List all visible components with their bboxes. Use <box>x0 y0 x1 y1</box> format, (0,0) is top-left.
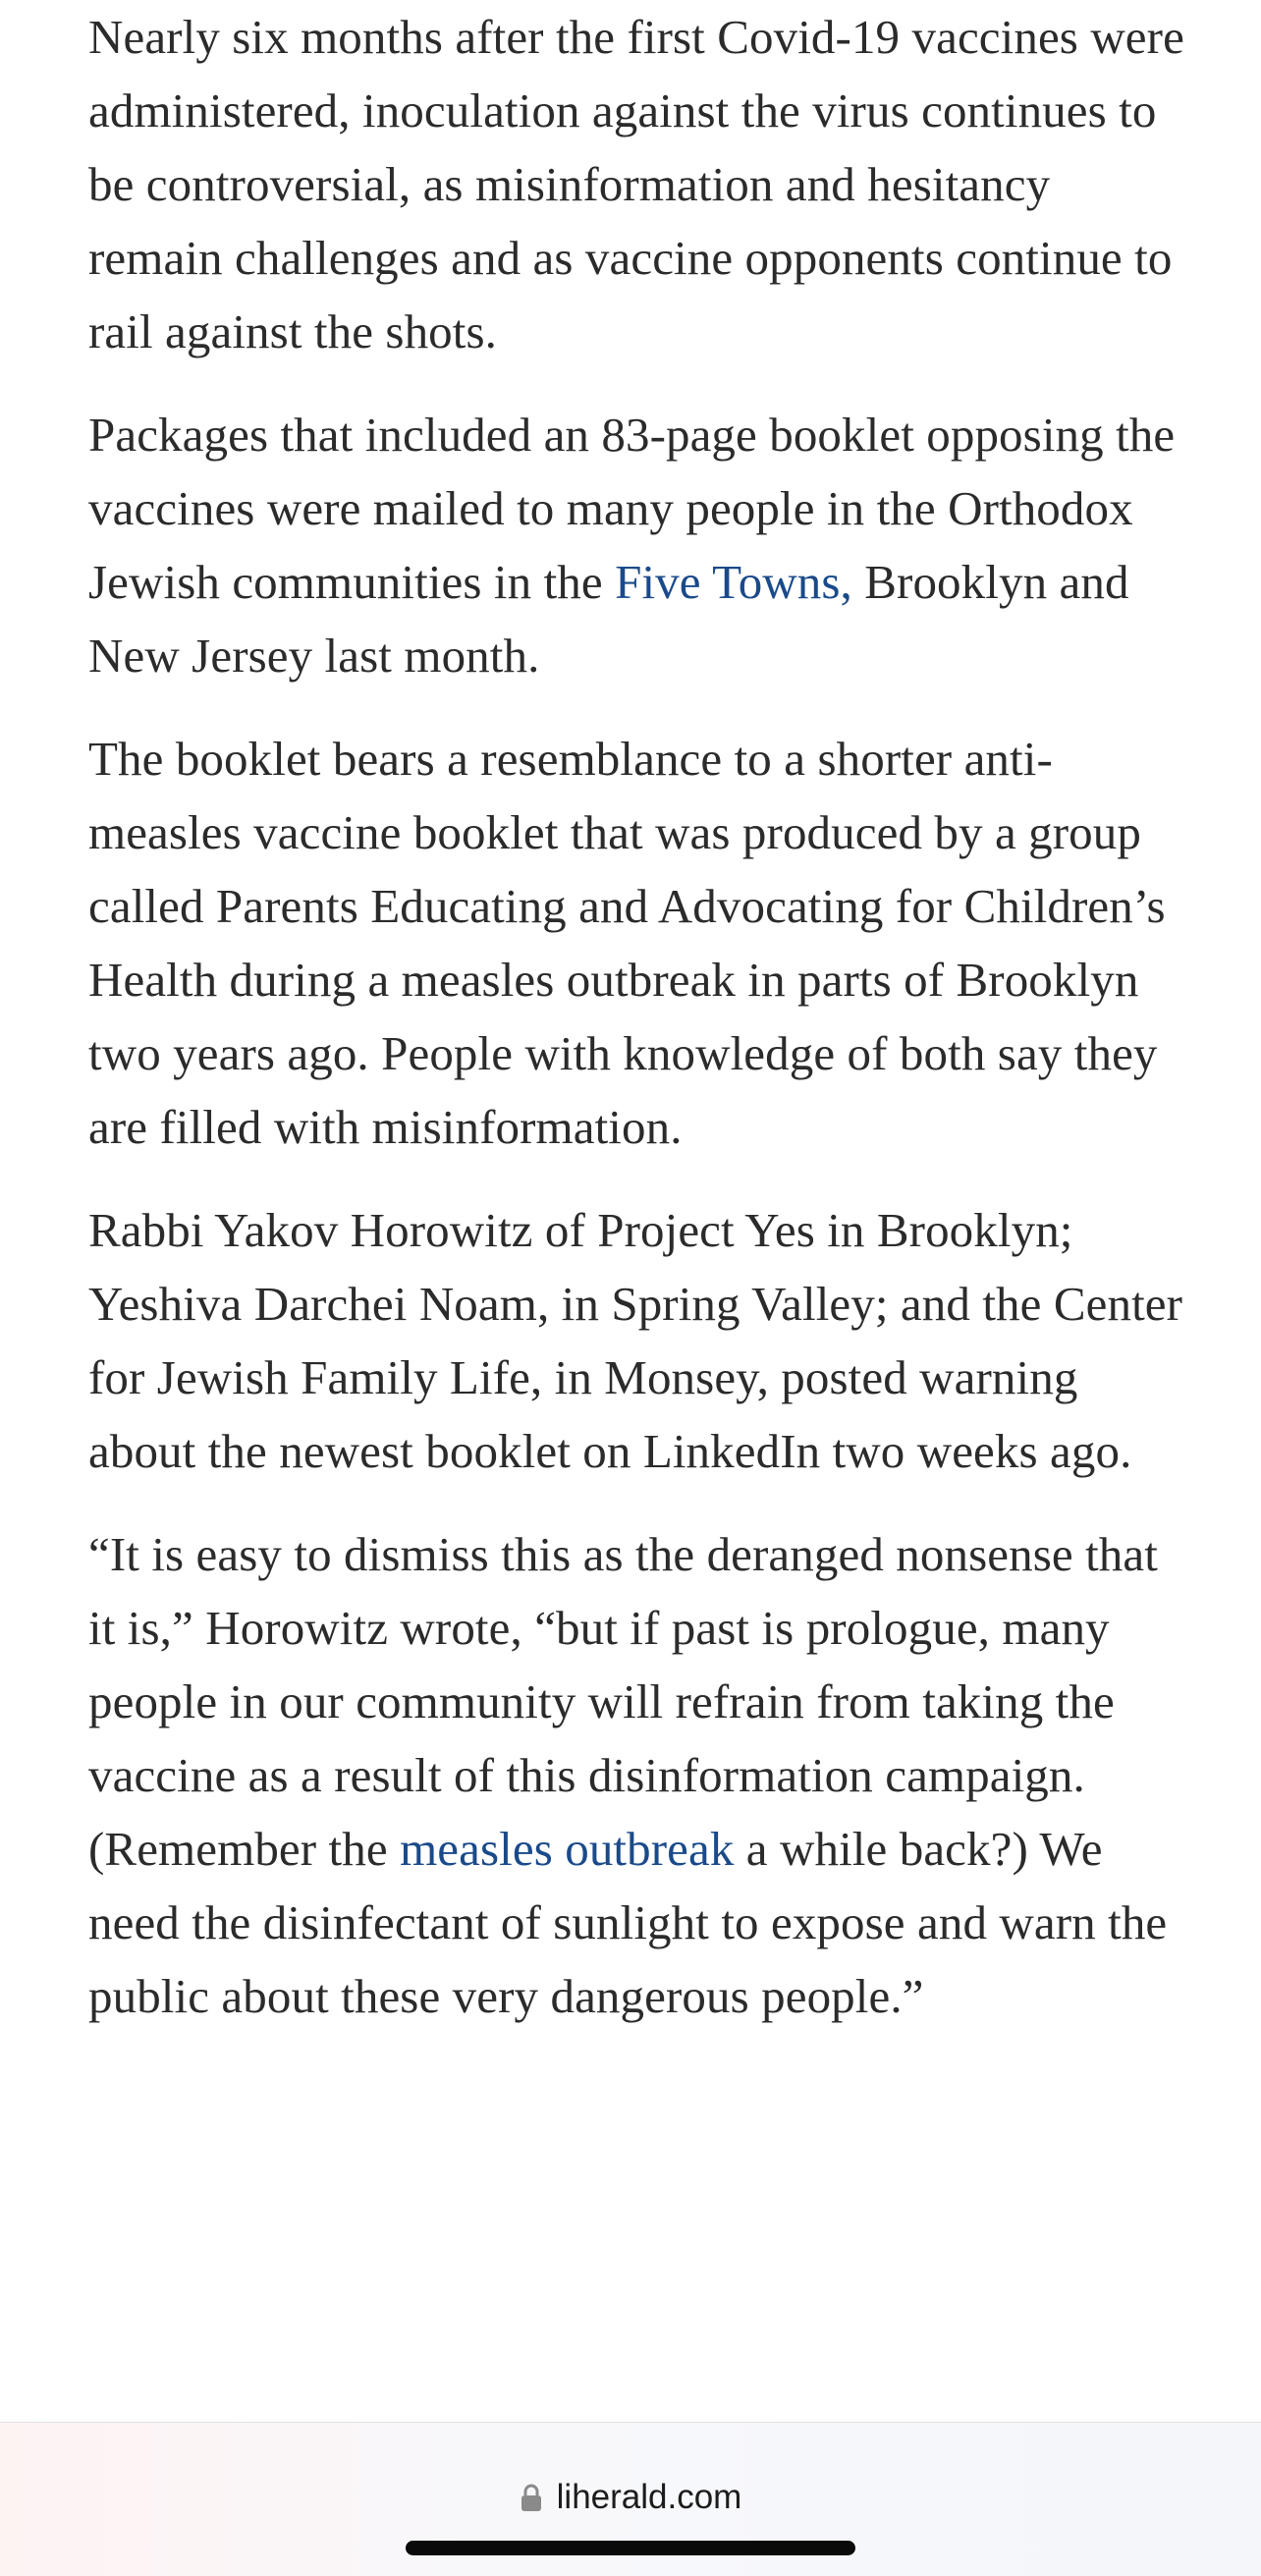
lock-icon <box>520 2483 543 2512</box>
article-body <box>88 0 1188 2062</box>
five-towns-link[interactable]: Five Towns, <box>615 555 852 609</box>
measles-outbreak-link[interactable]: measles outbreak <box>400 1822 735 1876</box>
paragraph-2-text-start: Packages that included an 83-page booklet opposing the vaccines were mailed to many people in the Orthodox Jewish communities in the <box>88 408 1176 609</box>
paragraph-5-text-start: “It is easy to dismiss this as the deranged nonsense that it is,” Horowitz wrote, “but if past is prologue, many people in our community will refrain from taking the vaccine as a result of this disinformation campaign. (Remember the <box>88 1527 1158 1876</box>
paragraph-5-quote <box>88 1517 1188 2033</box>
address-bar[interactable] <box>0 2476 1261 2519</box>
paragraph-5-text-end: a while back?) We need the disinfectant of sunlight to expose and warn the public about these very dangerous people.” <box>88 1822 1168 2023</box>
url-text: liherald.com <box>556 2478 742 2516</box>
home-indicator[interactable] <box>406 2541 855 2555</box>
paragraph-2-text-end: Brooklyn and New Jersey last month. <box>88 555 1129 683</box>
paragraph-3: The booklet bears a resemblance to a shorter anti-measles vaccine booklet that was produced by a group called Parents Educating and Advocating for Children’s Health during a measles outbreak in parts of Brooklyn two years ago. People with knowledge of both say they are filled with misinformation. <box>88 732 1166 1154</box>
paragraph-1: Nearly six months after the first Covid-19 vaccines were administered, inoculation against the virus continues to be controversial, as misinformation and hesitancy remain challenges and as vaccine opponents continue to rail against the shots. <box>88 10 1184 358</box>
paragraph-4: Rabbi Yakov Horowitz of Project Yes in Brooklyn; Yeshiva Darchei Noam, in Spring Valley; and the Center for Jewish Family Life, in Monsey, posted warning about the newest booklet on LinkedIn two weeks ago. <box>88 1203 1183 1478</box>
browser-bottom-bar <box>0 2422 1261 2576</box>
paragraph-2 <box>88 398 1188 692</box>
